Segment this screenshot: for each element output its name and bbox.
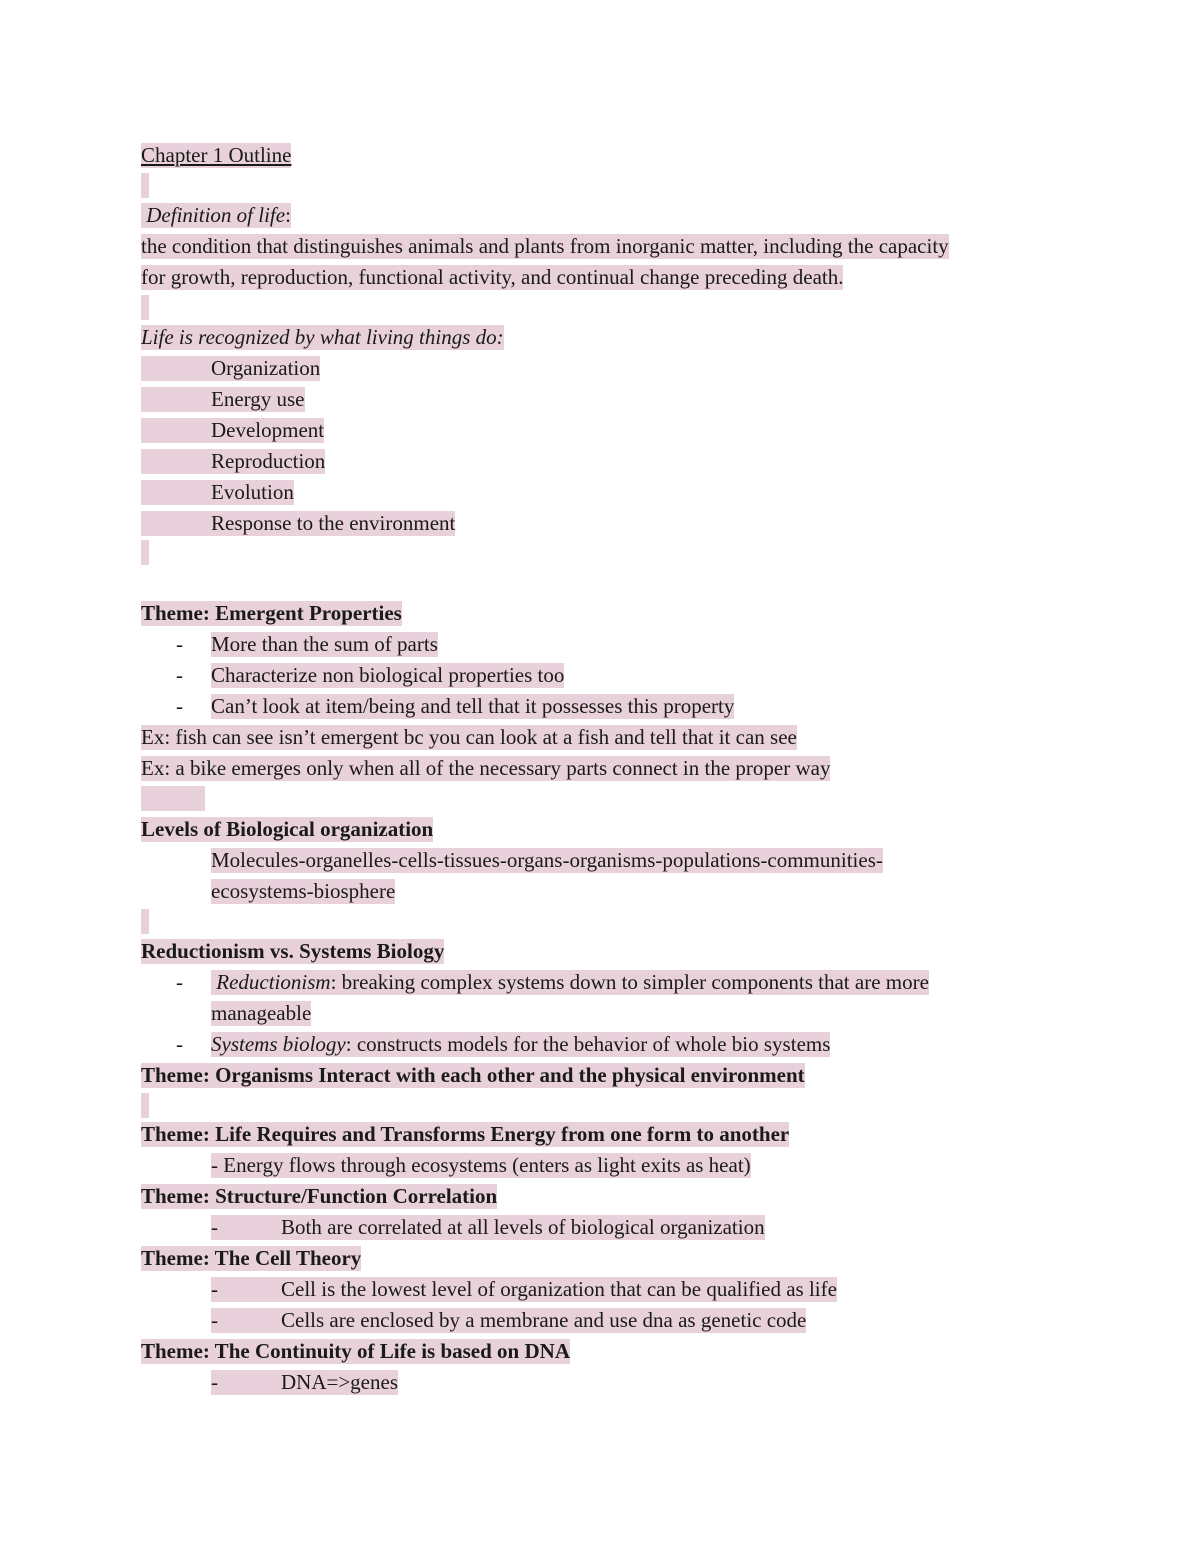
bullet-item: Characterize non biological properties too <box>211 663 565 687</box>
blank-line <box>141 1093 149 1118</box>
bullet-item: Can’t look at item/being and tell that it possesses this property <box>211 694 735 718</box>
list-item: Energy use <box>141 387 305 412</box>
blank-line <box>141 540 149 565</box>
theme-note: - Cells are enclosed by a membrane and use dna as genetic code <box>211 1308 807 1332</box>
list-item: Reproduction <box>141 449 325 474</box>
bullet-item: More than the sum of parts <box>211 632 438 656</box>
levels-line: Molecules-organelles-cells-tissues-organs-organisms-populations-communities- <box>211 848 883 872</box>
section-heading: Theme: The Cell Theory <box>141 1246 362 1270</box>
blank-line <box>141 909 149 934</box>
definition-label: Definition of life: <box>141 203 291 228</box>
bullet-dash: - <box>176 970 183 994</box>
page-title: Chapter 1 Outline <box>141 143 292 167</box>
theme-note: - DNA=>genes <box>211 1370 398 1394</box>
bullet-item: Systems biology: constructs models for the behavior of whole bio systems <box>211 1032 831 1056</box>
levels-line: ecosystems-biosphere <box>211 879 396 903</box>
section-heading: Theme: Structure/Function Correlation <box>141 1184 498 1208</box>
section-heading: Theme: Life Requires and Transforms Energy from one form to another <box>141 1122 790 1146</box>
list-item: Evolution <box>141 480 294 505</box>
definition-line: the condition that distinguishes animals and plants from inorganic matter, including the capacity <box>141 234 949 258</box>
bullet-dash: - <box>176 694 183 718</box>
bullet-item-continued: manageable <box>211 1001 312 1025</box>
theme-note: - Cell is the lowest level of organization that can be qualified as life <box>211 1277 837 1301</box>
section-heading: Theme: Organisms Interact with each other and the physical environment <box>141 1063 805 1087</box>
section-heading: Theme: The Continuity of Life is based on DNA <box>141 1339 570 1363</box>
bullet-item: Reductionism: breaking complex systems down to simpler components that are more <box>211 970 929 995</box>
example-line: Ex: fish can see isn’t emergent bc you can look at a fish and tell that it can see <box>141 725 797 749</box>
recognized-heading: Life is recognized by what living things do: <box>141 325 504 349</box>
list-item: Organization <box>141 356 320 381</box>
theme-note: - Both are correlated at all levels of biological organization <box>211 1215 765 1239</box>
blank-line <box>141 786 205 811</box>
theme-note: - Energy flows through ecosystems (enters as light exits as heat) <box>211 1153 751 1177</box>
definition-line: for growth, reproduction, functional activity, and continual change preceding death. <box>141 265 844 289</box>
list-item: Response to the environment <box>141 511 455 536</box>
blank-line <box>141 295 149 320</box>
section-heading: Levels of Biological organization <box>141 817 434 841</box>
example-line: Ex: a bike emerges only when all of the necessary parts connect in the proper way <box>141 756 831 780</box>
list-item: Development <box>141 418 324 443</box>
bullet-dash: - <box>176 663 183 687</box>
section-heading: Theme: Emergent Properties <box>141 601 402 625</box>
blank-line <box>141 173 149 198</box>
bullet-dash: - <box>176 632 183 656</box>
bullet-dash: - <box>176 1032 183 1056</box>
section-heading: Reductionism vs. Systems Biology <box>141 939 445 963</box>
